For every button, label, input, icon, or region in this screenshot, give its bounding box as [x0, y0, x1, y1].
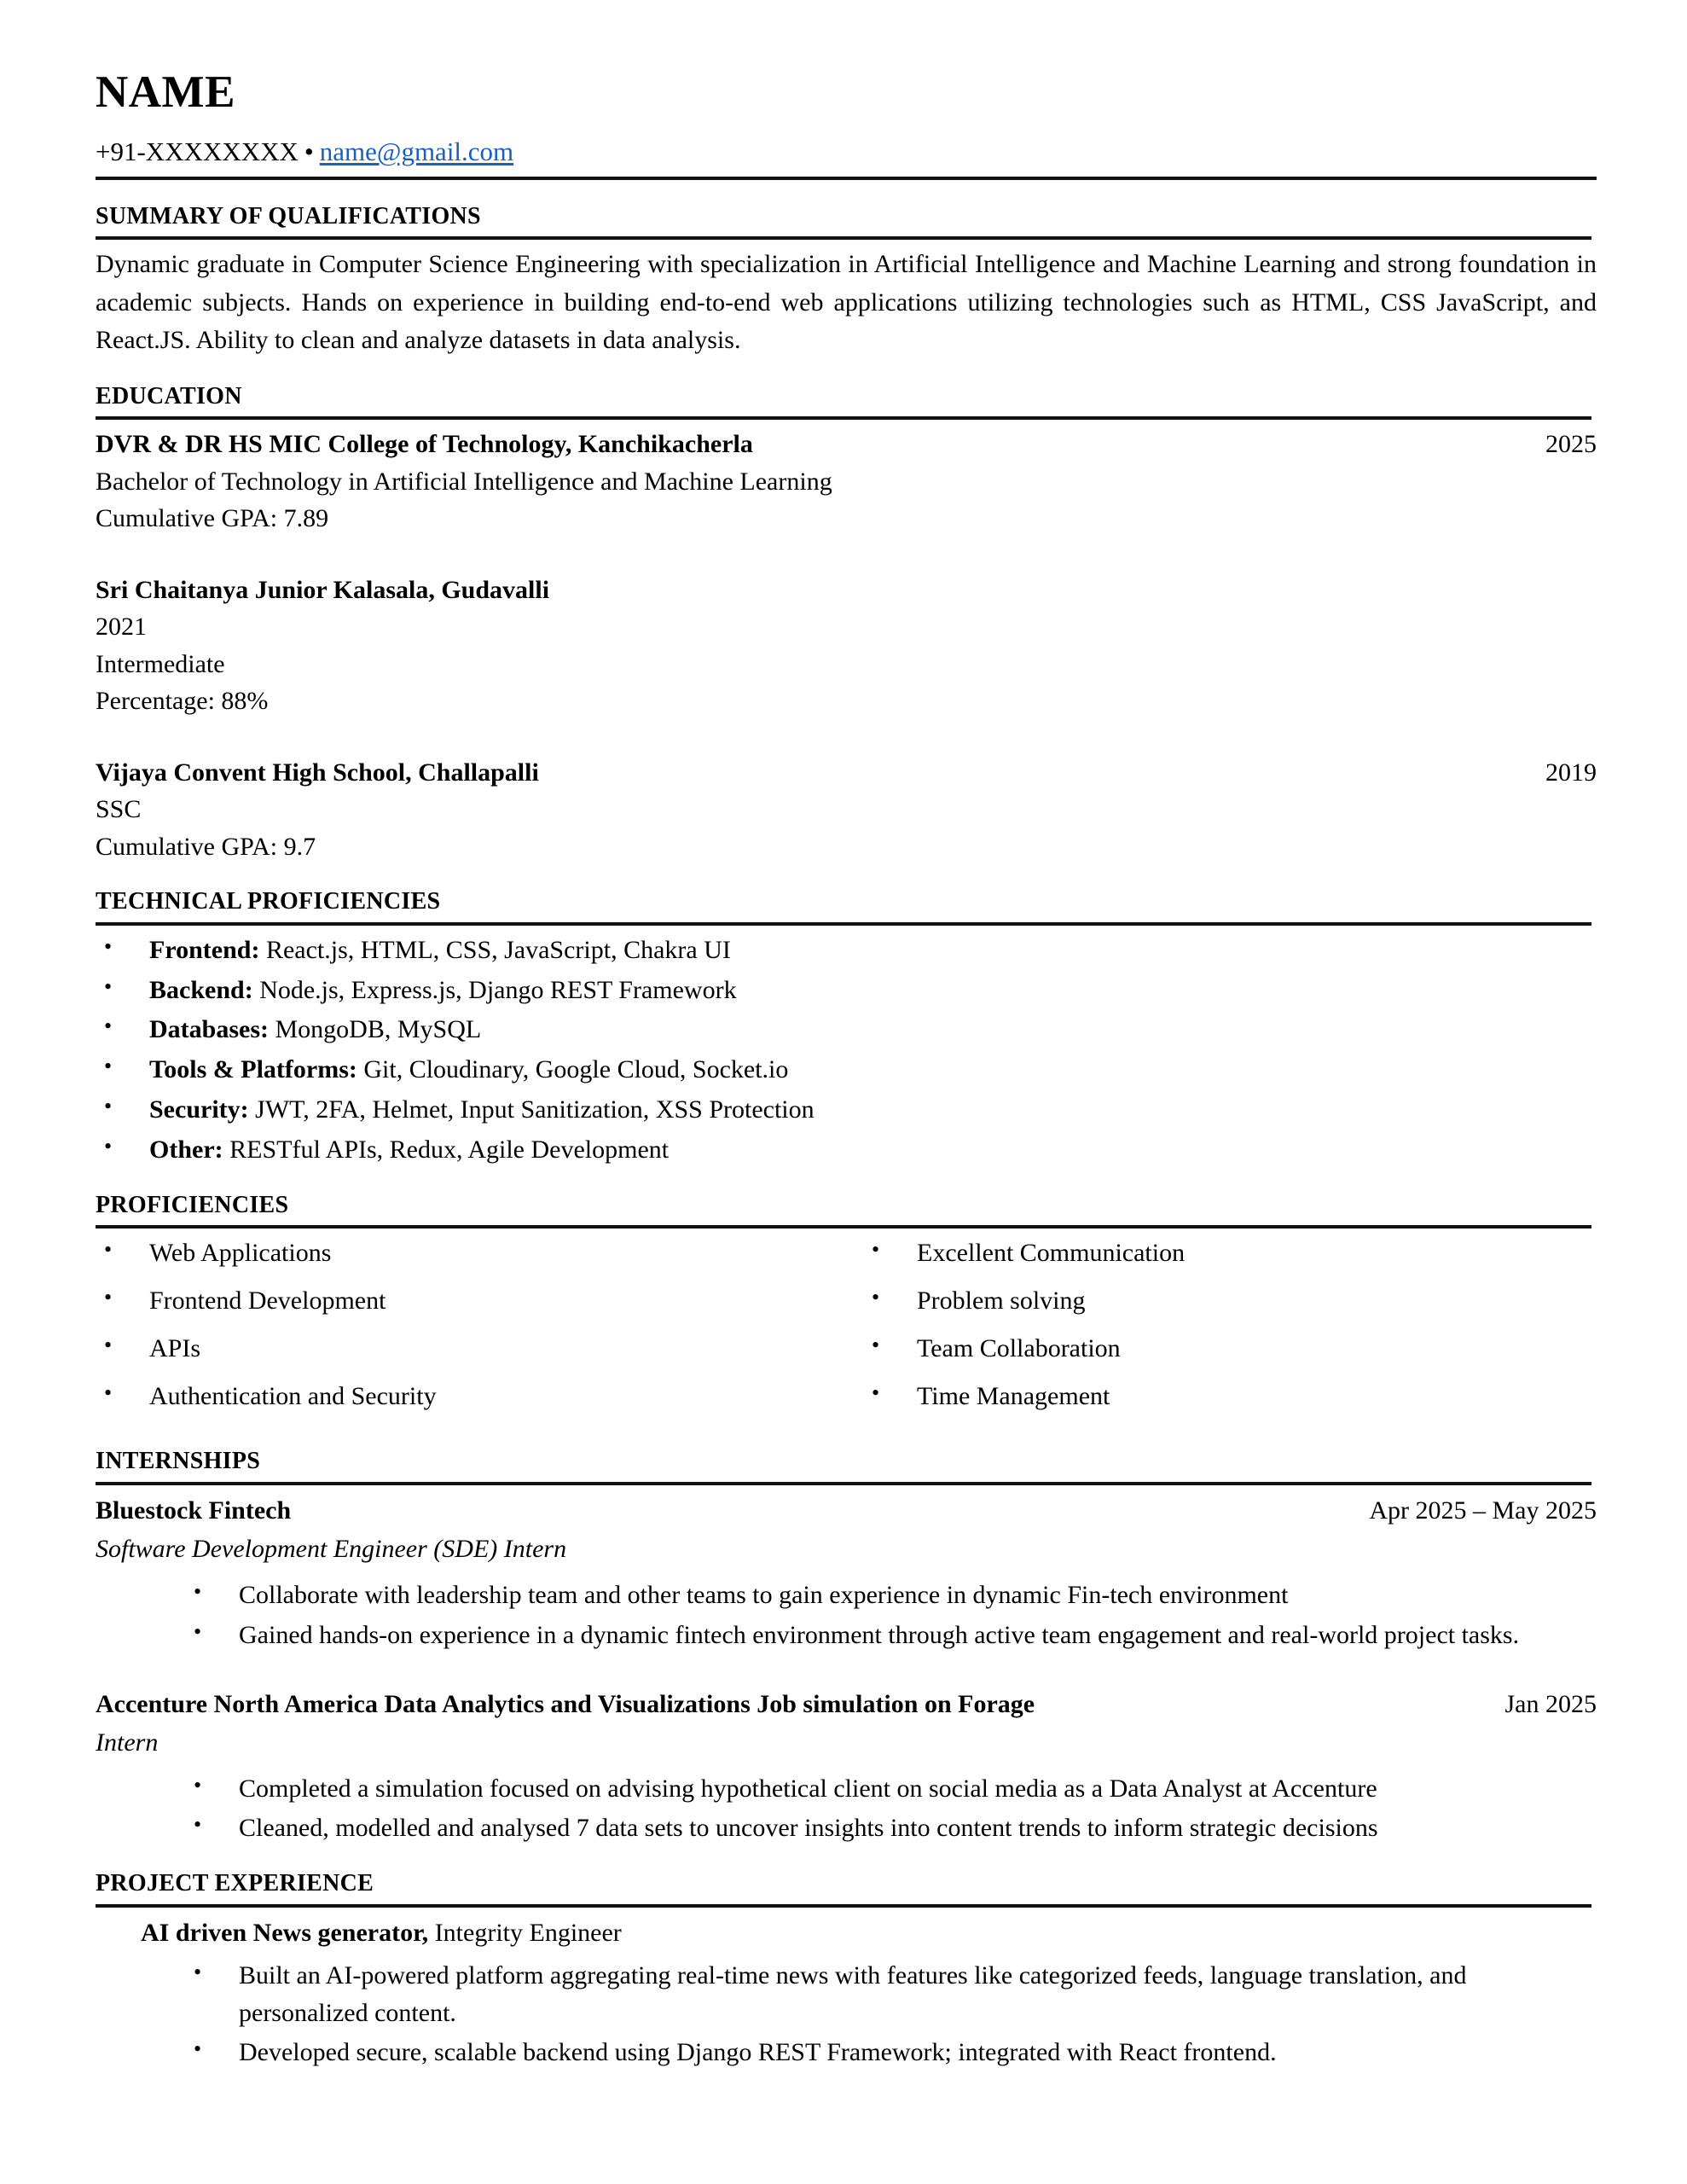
- education-degree: SSC: [96, 795, 142, 824]
- technical-label: Backend:: [149, 975, 253, 1004]
- header-divider: [96, 177, 1597, 180]
- project-name: AI driven News generator,: [141, 1918, 429, 1947]
- section-project-experience: [96, 1869, 1597, 2071]
- section-divider-projects: [96, 1904, 1591, 1908]
- internship-bullets: [96, 1577, 1597, 1654]
- section-title-technical: TECHNICAL PROFICIENCIES: [96, 888, 441, 915]
- internship-bullets: [96, 1770, 1597, 1848]
- education-school: DVR & DR HS MIC College of Technology, Kanchikacherla: [96, 430, 753, 459]
- list-item: • Cleaned, modelled and analysed 7 data sets to uncover insights into content trends to inform strategic decisions: [96, 1809, 1597, 1847]
- internship-date: Jan 2025: [1504, 1689, 1597, 1718]
- list-item: • Authentication and Security: [96, 1378, 846, 1415]
- internship-entry-head: [96, 1685, 1597, 1723]
- education-school: Sri Chaitanya Junior Kalasala, Gudavalli: [96, 575, 550, 604]
- technical-value: RESTful APIs, Redux, Agile Development: [223, 1135, 670, 1164]
- list-item: [96, 1131, 1597, 1169]
- internship-entry: [96, 1491, 1597, 1654]
- internship-role: Intern: [96, 1728, 159, 1757]
- list-item: • Web Applications: [96, 1234, 846, 1272]
- email-link[interactable]: name@gmail.com: [319, 136, 514, 166]
- education-entry-head: [96, 754, 1597, 792]
- education-year: 2025: [1545, 430, 1597, 459]
- education-percentage: Percentage: 88%: [96, 687, 269, 716]
- section-summary: [96, 202, 1597, 360]
- section-internships: [96, 1447, 1597, 1847]
- section-title-proficiencies: PROFICIENCIES: [96, 1191, 289, 1218]
- internship-entry: [96, 1685, 1597, 1848]
- technical-label: Tools & Platforms:: [149, 1055, 357, 1084]
- resume-header: [96, 0, 1597, 180]
- section-education: [96, 382, 1597, 866]
- education-entry: [96, 572, 1597, 720]
- internship-entry-head: [96, 1491, 1597, 1530]
- list-item: [96, 1051, 1597, 1089]
- list-item: • APIs: [96, 1330, 846, 1368]
- list-item: • Problem solving: [863, 1282, 1597, 1320]
- section-title-internships: INTERNSHIPS: [96, 1448, 261, 1475]
- technical-label: Frontend:: [149, 935, 260, 964]
- contact-line: [96, 134, 1597, 170]
- list-item: [96, 1091, 1597, 1129]
- phone-number: +91-XXXXXXXX: [96, 136, 299, 166]
- education-entry: [96, 754, 1597, 866]
- education-gpa: Cumulative GPA: 7.89: [96, 504, 329, 533]
- list-item: • Team Collaboration: [863, 1330, 1597, 1368]
- proficiencies-column-left: [96, 1234, 846, 1425]
- section-divider-education: [96, 416, 1591, 420]
- technical-label: Security:: [149, 1095, 249, 1124]
- technical-label: Databases:: [149, 1015, 269, 1044]
- list-item: [96, 972, 1597, 1009]
- list-item: • Completed a simulation focused on advising hypothetical client on social media as a Data Analyst at Accenture: [96, 1770, 1597, 1808]
- education-entry-head: [96, 572, 1597, 609]
- list-item: • Excellent Communication: [863, 1234, 1597, 1272]
- section-title-education: EDUCATION: [96, 382, 242, 410]
- project-entry: [96, 1914, 1597, 2071]
- education-gpa: Cumulative GPA: 9.7: [96, 832, 316, 861]
- technical-value: Git, Cloudinary, Google Cloud, Socket.io: [357, 1055, 789, 1084]
- education-degree: Bachelor of Technology in Artificial Intelligence and Machine Learning: [96, 467, 832, 496]
- section-divider-internships: [96, 1482, 1591, 1485]
- project-role: Integrity Engineer: [428, 1918, 622, 1947]
- list-item: • Developed secure, scalable backend using Django REST Framework; integrated with React frontend.: [96, 2034, 1597, 2071]
- project-bullets: [96, 1957, 1597, 2071]
- proficiencies-column-right: [846, 1234, 1597, 1425]
- summary-text: Dynamic graduate in Computer Science Engineering with specialization in Artificial Intelligence and Machine Learning and strong foundation in academic subjects. Hands on experience in building end-to-end web applications utilizing technologies such as HTML, CSS JavaScript, and React.JS. Ability to clean and analyze datasets in data analysis.: [96, 250, 1597, 355]
- education-entry-head: [96, 426, 1597, 463]
- internship-company: Bluestock Fintech: [96, 1496, 292, 1525]
- internship-company: Accenture North America Data Analytics and Visualizations Job simulation on Forage: [96, 1689, 1035, 1718]
- technical-value: React.js, HTML, CSS, JavaScript, Chakra UI: [259, 935, 731, 964]
- project-entry-head: [96, 1914, 1597, 1952]
- internship-role: Software Development Engineer (SDE) Intern: [96, 1534, 567, 1563]
- proficiencies-list-left: [96, 1234, 846, 1414]
- section-technical-proficiencies: [96, 887, 1597, 1168]
- technical-label: Other:: [149, 1135, 223, 1164]
- education-degree: Intermediate: [96, 649, 225, 678]
- section-divider-technical: [96, 922, 1591, 926]
- education-entry: [96, 426, 1597, 537]
- education-year: 2021: [96, 613, 147, 642]
- list-item: • Frontend Development: [96, 1282, 846, 1320]
- technical-list: [96, 932, 1597, 1169]
- candidate-name: NAME: [96, 67, 235, 117]
- section-proficiencies: [96, 1191, 1597, 1426]
- section-divider-summary: [96, 236, 1591, 240]
- list-item: [96, 932, 1597, 969]
- section-divider-proficiencies: [96, 1225, 1591, 1228]
- section-title-summary: SUMMARY OF QUALIFICATIONS: [96, 202, 481, 229]
- section-title-projects: PROJECT EXPERIENCE: [96, 1870, 374, 1897]
- internship-date: Apr 2025 – May 2025: [1369, 1496, 1597, 1525]
- list-item: • Time Management: [863, 1378, 1597, 1415]
- technical-value: Node.js, Express.js, Django REST Framework: [252, 975, 737, 1004]
- technical-value: MongoDB, MySQL: [269, 1015, 482, 1044]
- list-item: • Built an AI-powered platform aggregating real-time news with features like categorized feeds, language translation, and personalized content.: [96, 1957, 1597, 2032]
- resume-content: [96, 0, 1597, 2074]
- contact-separator: •: [304, 136, 314, 166]
- list-item: [96, 1011, 1597, 1048]
- list-item: • Collaborate with leadership team and other teams to gain experience in dynamic Fin-tech environment: [96, 1577, 1597, 1614]
- proficiencies-list-right: [863, 1234, 1597, 1414]
- technical-value: JWT, 2FA, Helmet, Input Sanitization, XSS Protection: [248, 1095, 815, 1124]
- proficiencies-columns: [96, 1234, 1597, 1425]
- list-item: • Gained hands-on experience in a dynamic fintech environment through active team engagement and real-world project tasks.: [96, 1617, 1597, 1654]
- education-school: Vijaya Convent High School, Challapalli: [96, 758, 539, 787]
- education-year: 2019: [1545, 758, 1597, 787]
